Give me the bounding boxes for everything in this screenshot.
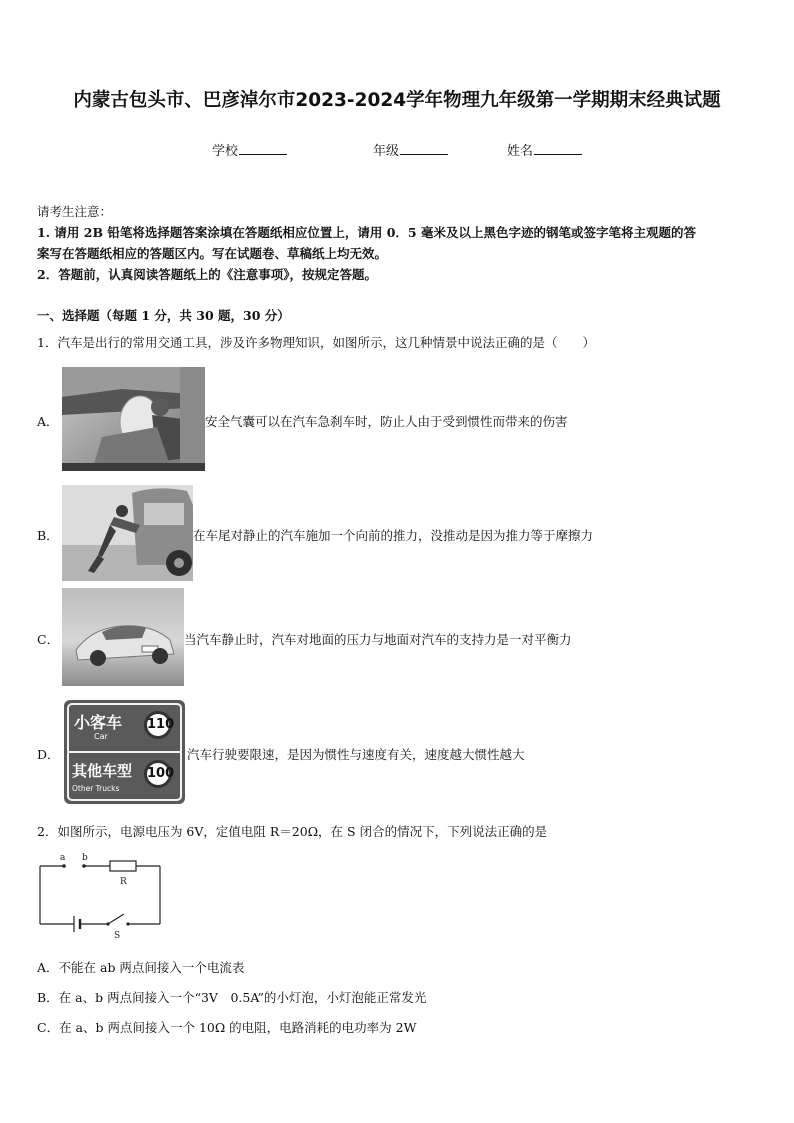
q1-option-d-text: 汽车行驶要限速，是因为惯性与速度有关，速度越大惯性越大	[187, 747, 525, 762]
grade-label: 年级	[373, 144, 400, 159]
school-label: 学校	[212, 144, 239, 159]
circuit-label-r: R	[120, 877, 127, 887]
q1-option-d-letter[interactable]: D．	[37, 747, 60, 762]
q1-option-a-letter[interactable]: A．	[37, 414, 59, 429]
notice-item-1-line-1: 1. 请用 2B 铅笔将选择题答案涂填在答题纸相应位置上，请用 0．5 毫米及以上黑色字迹的钢笔或签字笔将主观题的答	[37, 225, 696, 240]
name-label: 姓名	[507, 144, 534, 159]
circuit-label-a: a	[60, 853, 66, 863]
sign-row2-en: Other Trucks	[72, 784, 120, 793]
q2-option-c[interactable]: C．在 a、b 两点间接入一个 10Ω 的电阻，电路消耗的电功率为 2W	[37, 1020, 417, 1035]
q2-option-b[interactable]: B．在 a、b 两点间接入一个“3V 0.5A”的小灯泡，小灯泡能正常发光	[37, 990, 427, 1005]
notice-heading: 请考生注意：	[37, 204, 113, 219]
q1-option-b-letter[interactable]: B．	[37, 528, 59, 543]
q1-option-c-text: 当汽车静止时，汽车对地面的压力与地面对汽车的支持力是一对平衡力	[184, 632, 572, 647]
notice-item-2: 2．答题前，认真阅读答题纸上的《注意事项》，按规定答题。	[37, 267, 377, 282]
grade-field[interactable]	[373, 140, 448, 159]
name-blank[interactable]	[534, 142, 582, 155]
q1-stem: 1．汽车是出行的常用交通工具，涉及许多物理知识，如图所示，这几种情景中说法正确的是（ ）	[37, 335, 595, 350]
q1-option-b-text: 在车尾对静止的汽车施加一个向前的推力，没推动是因为推力等于摩擦力	[193, 528, 594, 543]
q1-option-c-letter[interactable]: C．	[37, 632, 60, 647]
sign-row2-cn: 其他车型	[72, 762, 133, 780]
sign-row1-speed: 110	[144, 711, 172, 739]
school-blank[interactable]	[239, 142, 287, 155]
airbag-photo	[62, 367, 205, 471]
q2-stem: 2．如图所示，电源电压为 6V，定值电阻 R＝20Ω，在 S 闭合的情况下，下列说法正确的是	[37, 824, 548, 839]
circuit-label-s: S	[114, 931, 121, 941]
notice-item-1-line-2: 案写在答题纸相应的答题区内。写在试题卷、草稿纸上均无效。	[37, 246, 388, 261]
sign-row1-en: Car	[94, 732, 108, 741]
school-field[interactable]	[212, 140, 287, 159]
circuit-diagram	[36, 850, 166, 942]
speed-limit-sign	[64, 700, 185, 804]
page-title: 内蒙古包头市、巴彦淖尔市2023-2024学年物理九年级第一学期期末经典试题	[73, 90, 721, 111]
pushing-car-photo	[62, 485, 193, 581]
section-heading: 一、选择题（每题 1 分，共 30 题，30 分）	[37, 308, 290, 323]
grade-blank[interactable]	[400, 142, 448, 155]
sign-row1-cn: 小客车	[74, 713, 123, 732]
q1-option-a-text: 安全气囊可以在汽车急刹车时，防止人由于受到惯性而带来的伤害	[205, 414, 568, 429]
name-field[interactable]	[507, 140, 582, 159]
sign-row2-speed: 100	[144, 760, 172, 788]
q2-option-a[interactable]: A．不能在 ab 两点间接入一个电流表	[37, 960, 245, 975]
parked-car-photo	[62, 588, 184, 686]
notice-block	[37, 201, 762, 285]
circuit-label-b: b	[82, 853, 88, 863]
